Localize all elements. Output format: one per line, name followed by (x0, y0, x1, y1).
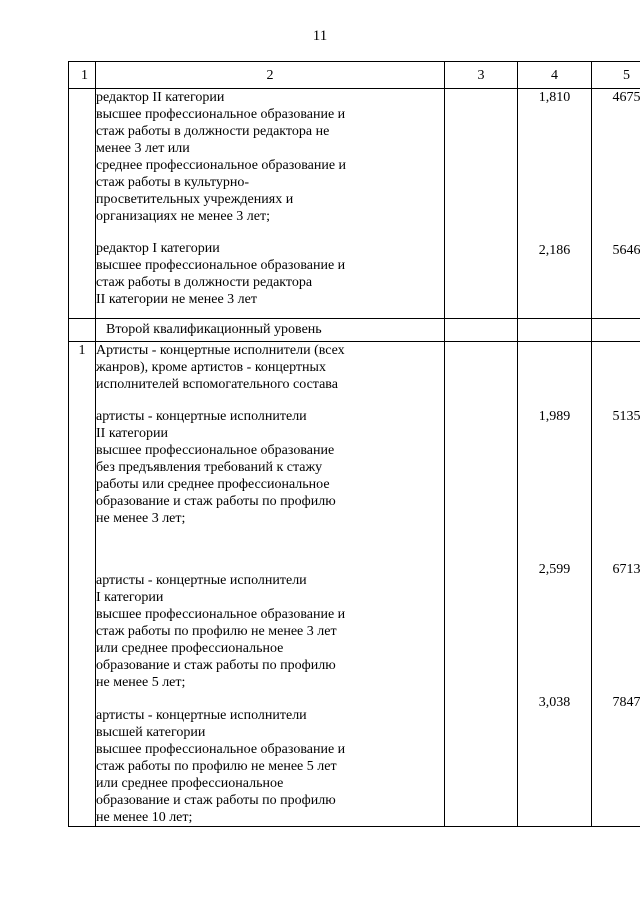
description-cell (96, 342, 445, 827)
table-row (69, 342, 640, 827)
salary-value: 6713 (612, 562, 640, 577)
description-cell (96, 89, 445, 319)
coefficient-value: 2,186 (538, 243, 571, 258)
salary-value: 4675 (612, 90, 640, 105)
column-header-3: 3 (445, 62, 518, 89)
group-description: Артисты - концертные исполнители (всех жанров), кроме артистов - концертных исполнителей вспомогательного состава (96, 343, 345, 392)
page-number: 11 (312, 28, 328, 44)
row-number-cell (69, 89, 96, 319)
coefficient-value: 1,989 (538, 409, 571, 424)
row-number-cell: 1 (69, 342, 96, 827)
position-description: артисты - концертные исполнители I категории высшее профессиональное образование и стаж работы по профилю не менее 3 лет или среднее профессиональное образование и стаж работы по профилю не менее 5 лет; (96, 573, 346, 690)
coefficient-value: 3,038 (538, 695, 571, 710)
level-row (69, 319, 640, 342)
position-description: редактор II категории высшее профессиональное образование и стаж работы в должности редактора не менее 3 лет или среднее профессиональное образование и стаж работы в культурно- просветительных учреждениях и организациях не менее 3 лет; (96, 90, 347, 224)
position-description: артисты - концертные исполнители II категории высшее профессиональное образование без предъявления требований к стажу работы или среднее профессиональное образование и стаж работы по профилю не менее 3 лет; (96, 409, 336, 526)
coefficient-cell (518, 89, 592, 319)
column-header-1: 1 (69, 62, 96, 89)
coefficient-value: 2,599 (538, 562, 571, 577)
column-header-5: 5 (592, 62, 640, 89)
salary-table (68, 61, 640, 827)
salary-cell (592, 89, 640, 319)
salary-value: 7847 (612, 695, 640, 710)
empty-cell (445, 89, 518, 319)
table-header-row (69, 62, 640, 89)
coefficient-cell (518, 342, 592, 827)
empty-cell (445, 342, 518, 827)
column-header-2: 2 (96, 62, 445, 89)
table-row (69, 89, 640, 319)
qualification-level-heading: Второй квалификационный уровень (106, 322, 322, 337)
salary-value: 5646 (612, 243, 640, 258)
position-description: редактор I категории высшее профессиональное образование и стаж работы в должности редактора II категории не менее 3 лет (96, 241, 346, 307)
level-heading-cell (96, 319, 445, 342)
salary-cell (592, 342, 640, 827)
column-header-4: 4 (518, 62, 592, 89)
coefficient-value: 1,810 (538, 90, 571, 105)
salary-value: 5135 (612, 409, 640, 424)
position-description: артисты - концертные исполнители высшей категории высшее профессиональное образование и стаж работы по профилю не менее 5 лет или среднее профессиональное образование и стаж работы по профилю не менее 10 лет; (96, 708, 346, 825)
